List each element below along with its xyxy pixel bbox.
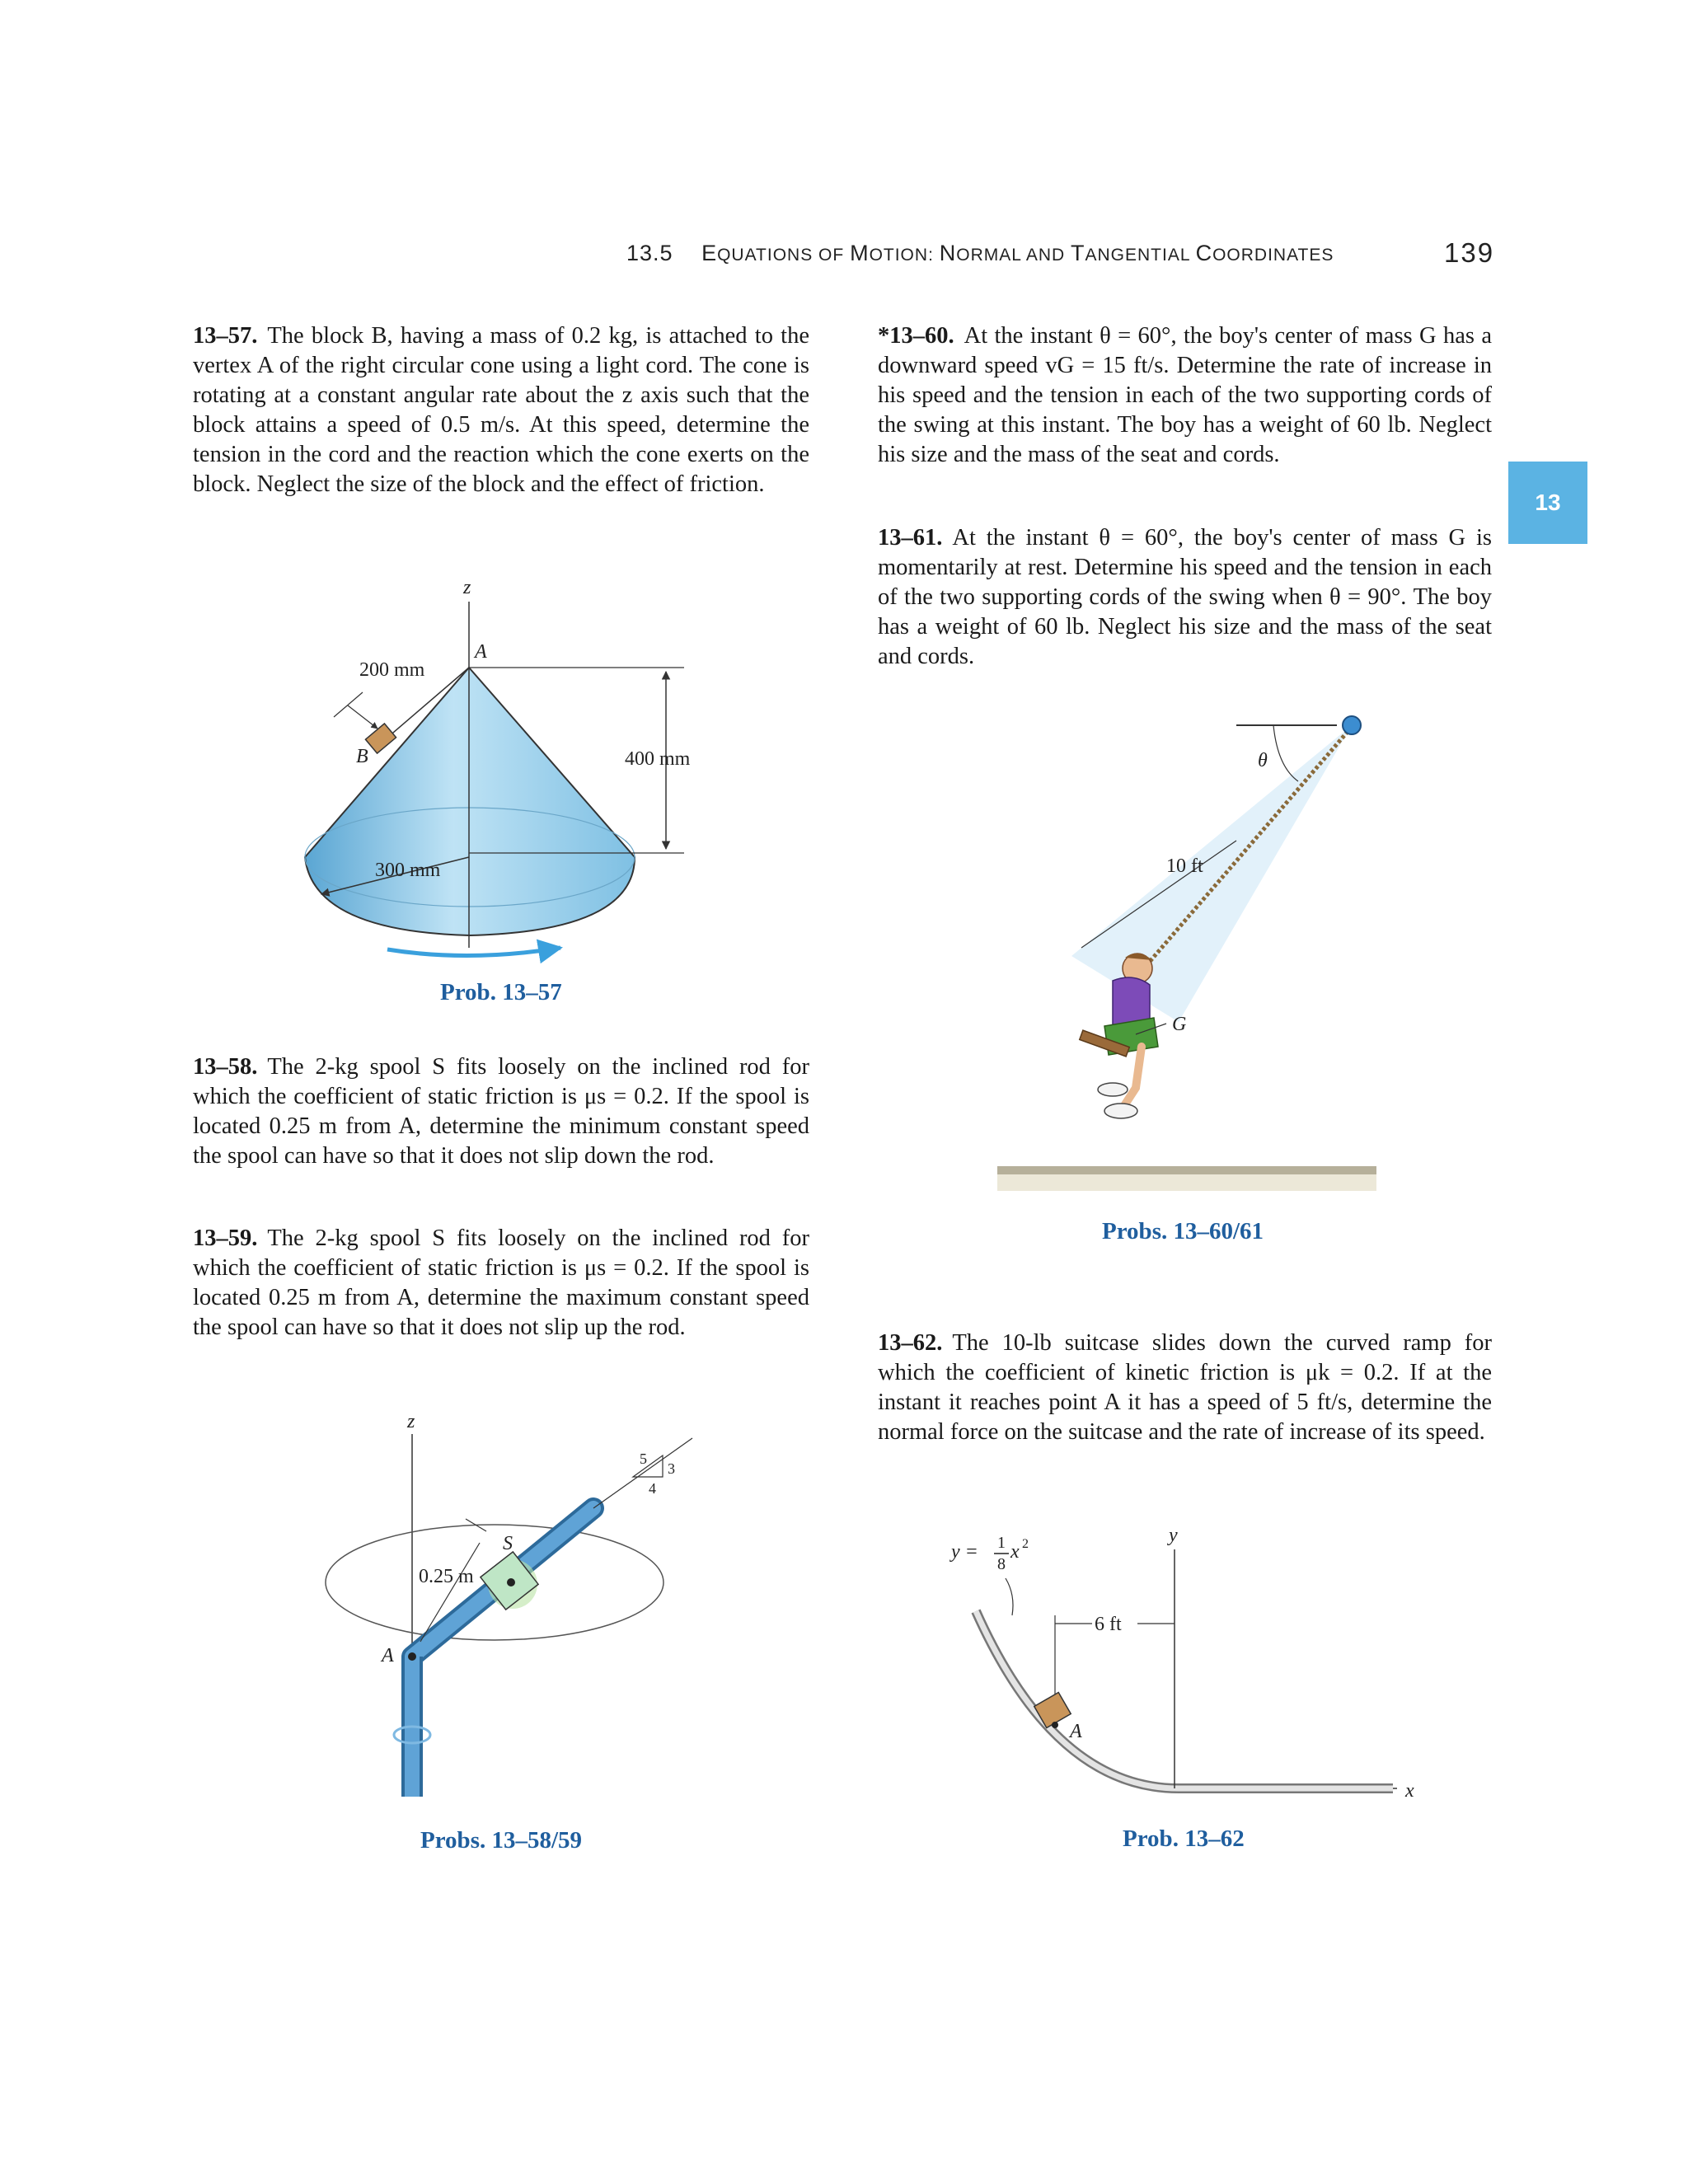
fig62-label-eq-var: x: [1010, 1541, 1020, 1563]
problem-text: The block B, having a mass of 0.2 kg, is attached to the vertex A of the right circular cone using a light cord. The cone is rotating at a constant angular rate about the z axis such that the block attains a speed of 0.5 m/s. At this speed, determine the tension in the cord and the reaction which the cone exerts on the block. Neglect the size of the block and the effect of friction.: [193, 323, 809, 497]
fig5859-label-slope-b: 4: [649, 1480, 656, 1497]
problem-number: 13–57.: [193, 323, 258, 349]
title-small-caps: AND: [1021, 246, 1071, 265]
fig6061-label-G: G: [1172, 1014, 1187, 1035]
fig57-label-height: 400 mm: [625, 748, 691, 770]
section-number: 13.5: [626, 241, 673, 265]
problem-text: The 2-kg spool S fits loosely on the inclined rod for which the coefficient of static friction is μs = 0.2. If the spool is located 0.25 m from A, determine the minimum constant speed the spool can have so that it does not slip down the rod.: [193, 1054, 809, 1169]
chapter-tab[interactable]: 13: [1508, 462, 1587, 544]
problem-text: The 10-lb suitcase slides down the curved ramp for which the coefficient of kinetic friction is μk = 0.2. If at the instant it reaches point A it has a speed of 5 ft/s, determine the normal force on the suitcase and the rate of increase of its speed.: [878, 1330, 1492, 1445]
caption-13-60-61: Probs. 13–60/61: [1102, 1218, 1264, 1244]
problem-number: 13–59.: [193, 1226, 258, 1251]
title-small-caps: OORDINATES: [1212, 246, 1334, 265]
fig5859-label-A: A: [382, 1645, 394, 1666]
caption-13-58-59: Probs. 13–58/59: [420, 1827, 583, 1854]
problem-13-58: [193, 1052, 809, 1171]
figure-13-58-59-spool: [297, 1409, 725, 1813]
problem-13-61: [878, 523, 1492, 672]
fig62-label-eq-den: 8: [997, 1555, 1006, 1573]
title-small-caps: QUATIONS: [717, 246, 814, 265]
title-cap-letter: N: [939, 241, 957, 265]
running-head: [626, 241, 1334, 266]
fig62-label-eq-lhs: y =: [951, 1541, 978, 1563]
fig57-label-A: A: [475, 641, 487, 663]
title-small-caps: ANGENTIAL: [1085, 246, 1190, 265]
title-small-caps: [1190, 246, 1196, 265]
title-cap-letter: E: [701, 241, 718, 265]
problem-13-59: [193, 1224, 809, 1343]
problem-13-62: [878, 1329, 1492, 1447]
title-cap-letter: T: [1071, 241, 1085, 265]
caption-13-57: Prob. 13–57: [440, 979, 562, 1005]
problem-number: 13–58.: [193, 1054, 258, 1080]
problem-number: 13–62.: [878, 1330, 943, 1356]
figure-13-57-cone: [288, 569, 717, 972]
title-small-caps: ORMAL: [956, 246, 1022, 265]
fig5859-label-slope-h: 5: [640, 1451, 647, 1467]
fig57-label-radius: 300 mm: [375, 860, 441, 881]
title-cap-letter: M: [850, 241, 870, 265]
page-number: 139: [1444, 237, 1495, 268]
fig5859-label-z: z: [407, 1411, 415, 1432]
title-cap-letter: C: [1195, 241, 1213, 265]
fig6061-label-length: 10 ft: [1166, 855, 1203, 877]
problem-number: *13–60.: [878, 323, 954, 349]
fig62-label-eq-num: 1: [997, 1534, 1006, 1552]
problem-text: The 2-kg spool S fits loosely on the inclined rod for which the coefficient of static friction is μs = 0.2. If the spool is located 0.25 m from A, determine the maximum constant speed the spool can have so that it does not slip up the rod.: [193, 1226, 809, 1340]
fig62-label-x: x: [1405, 1780, 1414, 1802]
problem-text: At the instant θ = 60°, the boy's center of mass G is momentarily at rest. Determine his speed and the tension in each of the two supporting cords of the swing when θ = 90°. The boy has a weight of 60 lb. Neglect his size and the mass of the seat and cords.: [878, 525, 1492, 669]
problem-13-60: [878, 321, 1492, 470]
fig5859-label-slope-v: 3: [668, 1460, 675, 1477]
figure-13-60-61-swing: [989, 709, 1401, 1203]
fig57-label-B: B: [356, 746, 368, 767]
title-small-caps: OF: [813, 246, 851, 265]
section-title: [701, 241, 1334, 265]
fig57-label-z: z: [463, 577, 471, 598]
fig5859-label-S: S: [503, 1533, 513, 1554]
fig62-label-A: A: [1070, 1721, 1082, 1742]
fig62-label-eq-exp: 2: [1022, 1537, 1029, 1551]
title-small-caps: OTION: [869, 246, 929, 265]
fig57-label-slant: 200 mm: [359, 659, 425, 681]
fig5859-label-dim: 0.25 m: [419, 1566, 474, 1587]
fig6061-label-theta: θ: [1258, 750, 1268, 771]
problem-number: 13–61.: [878, 525, 943, 551]
fig62-label-y: y: [1169, 1525, 1178, 1546]
fig62-label-dim: 6 ft: [1095, 1614, 1122, 1635]
problem-text: At the instant θ = 60°, the boy's center of mass G has a downward speed vG = 15 ft/s. Determine the rate of increase in his speed and the tension in each of the two supporting cords of the swing at this instant. The boy has a weight of 60 lb. Neglect his size and the mass of the seat and cords.: [878, 323, 1492, 467]
problem-13-57: [193, 321, 809, 499]
figure-13-62-ramp: [940, 1516, 1442, 1813]
caption-13-62: Prob. 13–62: [1123, 1825, 1245, 1852]
title-small-caps: :: [928, 246, 940, 265]
